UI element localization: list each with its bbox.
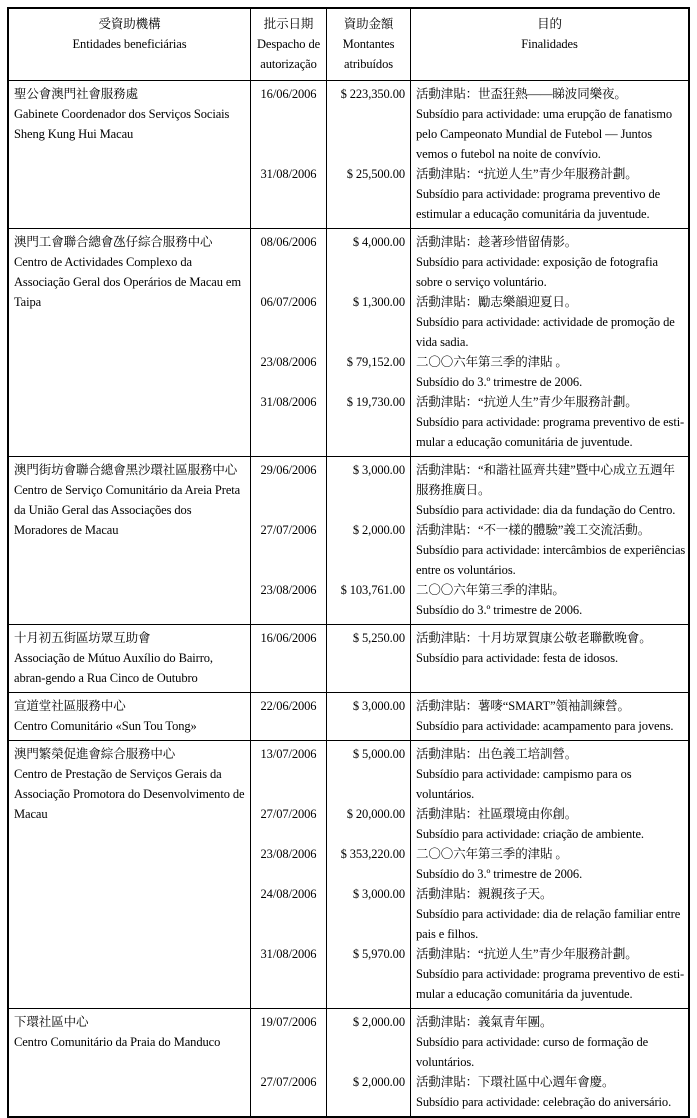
entries-group (251, 81, 688, 228)
purpose-line-zh: 活動津貼：社區環境由你創。 (416, 807, 578, 821)
amount-cell: $ 19,730.00 (327, 392, 411, 456)
entries-group (251, 625, 688, 692)
date-cell: 22/06/2006 (251, 693, 327, 740)
subsidy-entry (251, 457, 688, 520)
subsidy-entry (251, 392, 688, 456)
purpose-line-zh: 活動津貼：世盃狂熱——睇波同樂夜。 (416, 87, 627, 101)
entity-name-zh: 十月初五街區坊眾互助會 (14, 631, 151, 645)
subsidy-entry (251, 625, 688, 692)
purpose-line-pt: Subsídio para actividade: programa preventivo de esti-mular a educação comunitária da juventude. (416, 967, 685, 1001)
entity-cell (9, 741, 251, 1008)
header-entities-pt: Entidades beneficiárias (72, 37, 187, 51)
subsidy-entry (251, 164, 688, 228)
subsidy-entry (251, 292, 688, 352)
header-purpose-pt: Finalidades (521, 37, 578, 51)
subsidy-entry (251, 1009, 688, 1072)
amount-cell: $ 3,000.00 (327, 884, 411, 944)
purpose-line-zh: 活動津貼：出色義工培訓營。 (416, 747, 578, 761)
amount-cell: $ 3,000.00 (327, 693, 411, 740)
date-cell: 13/07/2006 (251, 741, 327, 804)
purpose-line-pt: Subsídio para actividade: curso de formação de voluntários. (416, 1035, 649, 1069)
subsidy-entry (251, 81, 688, 164)
purpose-line-pt: Subsídio para actividade: campismo para os voluntários. (416, 767, 632, 801)
header-entities-zh: 受資助機構 (98, 17, 161, 31)
purpose-cell (411, 884, 688, 944)
entity-row (9, 741, 688, 1009)
header-date-pt: Despacho de autorização (256, 37, 321, 71)
subsidy-entry (251, 1072, 688, 1116)
table-header (9, 9, 688, 81)
entity-row (9, 625, 688, 693)
purpose-cell (411, 457, 688, 520)
amount-cell: $ 103,761.00 (327, 580, 411, 624)
purpose-line-zh: 二〇〇六年第三季的津貼。 (416, 583, 565, 597)
subsidy-entry (251, 520, 688, 580)
entries-group (251, 457, 688, 624)
purpose-cell (411, 693, 688, 740)
amount-cell: $ 5,970.00 (327, 944, 411, 1008)
purpose-line-pt: Subsídio para actividade: programa preventivo de esti-mular a educação comunitária de juventude. (416, 415, 685, 449)
entity-cell (9, 81, 251, 228)
entity-cell (9, 1009, 251, 1116)
subsidy-entry (251, 693, 688, 740)
subsidy-entry (251, 944, 688, 1008)
purpose-line-pt: Subsídio para actividade: dia de relação familiar entre pais e filhos. (416, 907, 681, 941)
date-cell: 31/08/2006 (251, 164, 327, 228)
purpose-line-zh: 活動津貼：“和諧社區齊共建”暨中心成立五週年服務推廣日。 (416, 463, 675, 497)
purpose-cell (411, 580, 688, 624)
purpose-line-zh: 二〇〇六年第三季的津貼 。 (416, 847, 568, 861)
purpose-cell (411, 292, 688, 352)
entity-name-pt: Centro de Actividades Complexo da Associação Geral dos Operários de Macau em Taipa (14, 255, 241, 309)
date-cell: 19/07/2006 (251, 1009, 327, 1072)
date-cell: 31/08/2006 (251, 392, 327, 456)
date-cell: 23/08/2006 (251, 352, 327, 392)
amount-cell: $ 20,000.00 (327, 804, 411, 844)
entity-name-zh: 下環社區中心 (14, 1015, 89, 1029)
purpose-line-zh: 活動津貼：“抗逆人生”青少年服務計劃。 (416, 947, 638, 961)
table-body (9, 81, 688, 1116)
amount-cell: $ 353,220.00 (327, 844, 411, 884)
header-amount-zh: 資助金額 (343, 17, 394, 31)
amount-cell: $ 2,000.00 (327, 520, 411, 580)
date-cell: 31/08/2006 (251, 944, 327, 1008)
purpose-line-zh: 活動津貼：下環社區中心週年會慶。 (416, 1075, 615, 1089)
subsidy-entry (251, 741, 688, 804)
entity-row (9, 229, 688, 457)
purpose-cell (411, 352, 688, 392)
amount-cell: $ 2,000.00 (327, 1009, 411, 1072)
purpose-line-zh: 活動津貼：“抗逆人生”青少年服務計劃。 (416, 167, 638, 181)
purpose-line-zh: 活動津貼：“不一樣的體驗”義工交流活動。 (416, 523, 651, 537)
purpose-cell (411, 741, 688, 804)
date-cell: 06/07/2006 (251, 292, 327, 352)
purpose-cell (411, 81, 688, 164)
date-cell: 23/08/2006 (251, 844, 327, 884)
purpose-line-pt: Subsídio para actividade: criação de ambiente. (416, 827, 644, 841)
header-cell-purpose (411, 9, 688, 80)
header-cell-amount (327, 9, 411, 80)
amount-cell: $ 2,000.00 (327, 1072, 411, 1116)
entity-row (9, 693, 688, 741)
entity-row (9, 81, 688, 229)
entity-name-zh: 澳門街坊會聯合總會黑沙環社區服務中心 (14, 463, 238, 477)
entity-row (9, 457, 688, 625)
purpose-line-pt: Subsídio para actividade: exposição de fotografia sobre o serviço voluntário. (416, 255, 658, 289)
purpose-line-pt: Subsídio para actividade: actividade de promoção de vida sadia. (416, 315, 675, 349)
purpose-line-zh: 活動津貼：親親孩子天。 (416, 887, 553, 901)
purpose-cell (411, 520, 688, 580)
purpose-cell (411, 1009, 688, 1072)
date-cell: 27/07/2006 (251, 804, 327, 844)
entity-cell (9, 457, 251, 624)
entity-cell (9, 625, 251, 692)
purpose-cell (411, 844, 688, 884)
amount-cell: $ 5,000.00 (327, 741, 411, 804)
purpose-cell (411, 625, 688, 692)
amount-cell: $ 4,000.00 (327, 229, 411, 292)
date-cell: 08/06/2006 (251, 229, 327, 292)
purpose-line-pt: Subsídio para actividade: intercâmbios de experiências entre os voluntários. (416, 543, 686, 577)
entity-name-zh: 澳門工會聯合總會氹仔綜合服務中心 (14, 235, 213, 249)
purpose-line-zh: 活動津貼：趁著珍惜留倩影。 (416, 235, 578, 249)
purpose-line-zh: 二〇〇六年第三季的津貼 。 (416, 355, 568, 369)
purpose-line-zh: 活動津貼：十月坊眾賀康公敬老聯歡晚會。 (416, 631, 652, 645)
purpose-cell (411, 229, 688, 292)
entries-group (251, 693, 688, 740)
entity-name-pt: Centro Comunitário «Sun Tou Tong» (14, 719, 197, 733)
purpose-line-pt: Subsídio para actividade: uma erupção de fanatismo pelo Campeonato Mundial de Futebol — Juntos vemos o futebol na noite de convívio. (416, 107, 673, 161)
subsidy-entry (251, 844, 688, 884)
subsidy-entry (251, 229, 688, 292)
purpose-line-zh: 活動津貼：勵志樂韻迎夏日。 (416, 295, 578, 309)
purpose-line-zh: 活動津貼：“抗逆人生”青少年服務計劃。 (416, 395, 638, 409)
entity-cell (9, 229, 251, 456)
purpose-cell (411, 392, 688, 456)
date-cell: 27/07/2006 (251, 1072, 327, 1116)
entries-group (251, 1009, 688, 1116)
subsidy-entry (251, 580, 688, 624)
subsidy-table (7, 7, 690, 1118)
purpose-line-pt: Subsídio para actividade: programa preventivo de estimular a educação comunitária da juventude. (416, 187, 661, 221)
entity-name-pt: Associação de Mútuo Auxílio do Bairro, abran-gendo a Rua Cinco de Outubro (14, 651, 213, 685)
header-purpose-zh: 目的 (537, 17, 562, 31)
purpose-line-pt: Subsídio do 3.º trimestre de 2006. (416, 375, 583, 389)
header-amount-pt: Montantes atribuídos (342, 37, 395, 71)
date-cell: 16/06/2006 (251, 625, 327, 692)
entity-name-pt: Centro Comunitário da Praia do Manduco (14, 1035, 221, 1049)
purpose-line-pt: Subsídio para actividade: festa de idosos. (416, 651, 619, 665)
subsidy-entry (251, 884, 688, 944)
amount-cell: $ 25,500.00 (327, 164, 411, 228)
entity-name-pt: Centro de Serviço Comunitário da Areia Preta da União Geral das Associações dos Moradores de Macau (14, 483, 241, 537)
amount-cell: $ 5,250.00 (327, 625, 411, 692)
entries-group (251, 741, 688, 1008)
date-cell: 23/08/2006 (251, 580, 327, 624)
subsidy-entry (251, 804, 688, 844)
entity-name-pt: Gabinete Coordenador dos Serviços Sociais Sheng Kung Hui Macau (14, 107, 230, 141)
entity-name-zh: 聖公會澳門社會服務處 (14, 87, 139, 101)
purpose-cell (411, 944, 688, 1008)
amount-cell: $ 3,000.00 (327, 457, 411, 520)
date-cell: 16/06/2006 (251, 81, 327, 164)
header-date-zh: 批示日期 (263, 17, 314, 31)
purpose-line-pt: Subsídio para actividade: acampamento para jovens. (416, 719, 674, 733)
purpose-cell (411, 164, 688, 228)
amount-cell: $ 223,350.00 (327, 81, 411, 164)
purpose-line-zh: 活動津貼：義氣青年團。 (416, 1015, 553, 1029)
purpose-line-pt: Subsídio para actividade: dia da fundação do Centro. (416, 503, 676, 517)
entity-name-zh: 宣道堂社區服務中心 (14, 699, 126, 713)
amount-cell: $ 79,152.00 (327, 352, 411, 392)
purpose-cell (411, 1072, 688, 1116)
purpose-line-pt: Subsídio do 3.º trimestre de 2006. (416, 603, 583, 617)
entity-cell (9, 693, 251, 740)
date-cell: 24/08/2006 (251, 884, 327, 944)
subsidy-entry (251, 352, 688, 392)
purpose-cell (411, 804, 688, 844)
entries-group (251, 229, 688, 456)
header-cell-entities (9, 9, 251, 80)
amount-cell: $ 1,300.00 (327, 292, 411, 352)
purpose-line-pt: Subsídio para actividade: celebração do aniversário. (416, 1095, 672, 1109)
purpose-line-zh: 活動津貼：薯嘜“SMART”領袖訓練營。 (416, 699, 630, 713)
date-cell: 27/07/2006 (251, 520, 327, 580)
date-cell: 29/06/2006 (251, 457, 327, 520)
entity-name-zh: 澳門繁榮促進會綜合服務中心 (14, 747, 176, 761)
header-cell-date (251, 9, 327, 80)
entity-row (9, 1009, 688, 1116)
entity-name-pt: Centro de Prestação de Serviços Gerais da Associação Promotora do Desenvolvimento de Macau (14, 767, 245, 821)
purpose-line-pt: Subsídio do 3.º trimestre de 2006. (416, 867, 583, 881)
